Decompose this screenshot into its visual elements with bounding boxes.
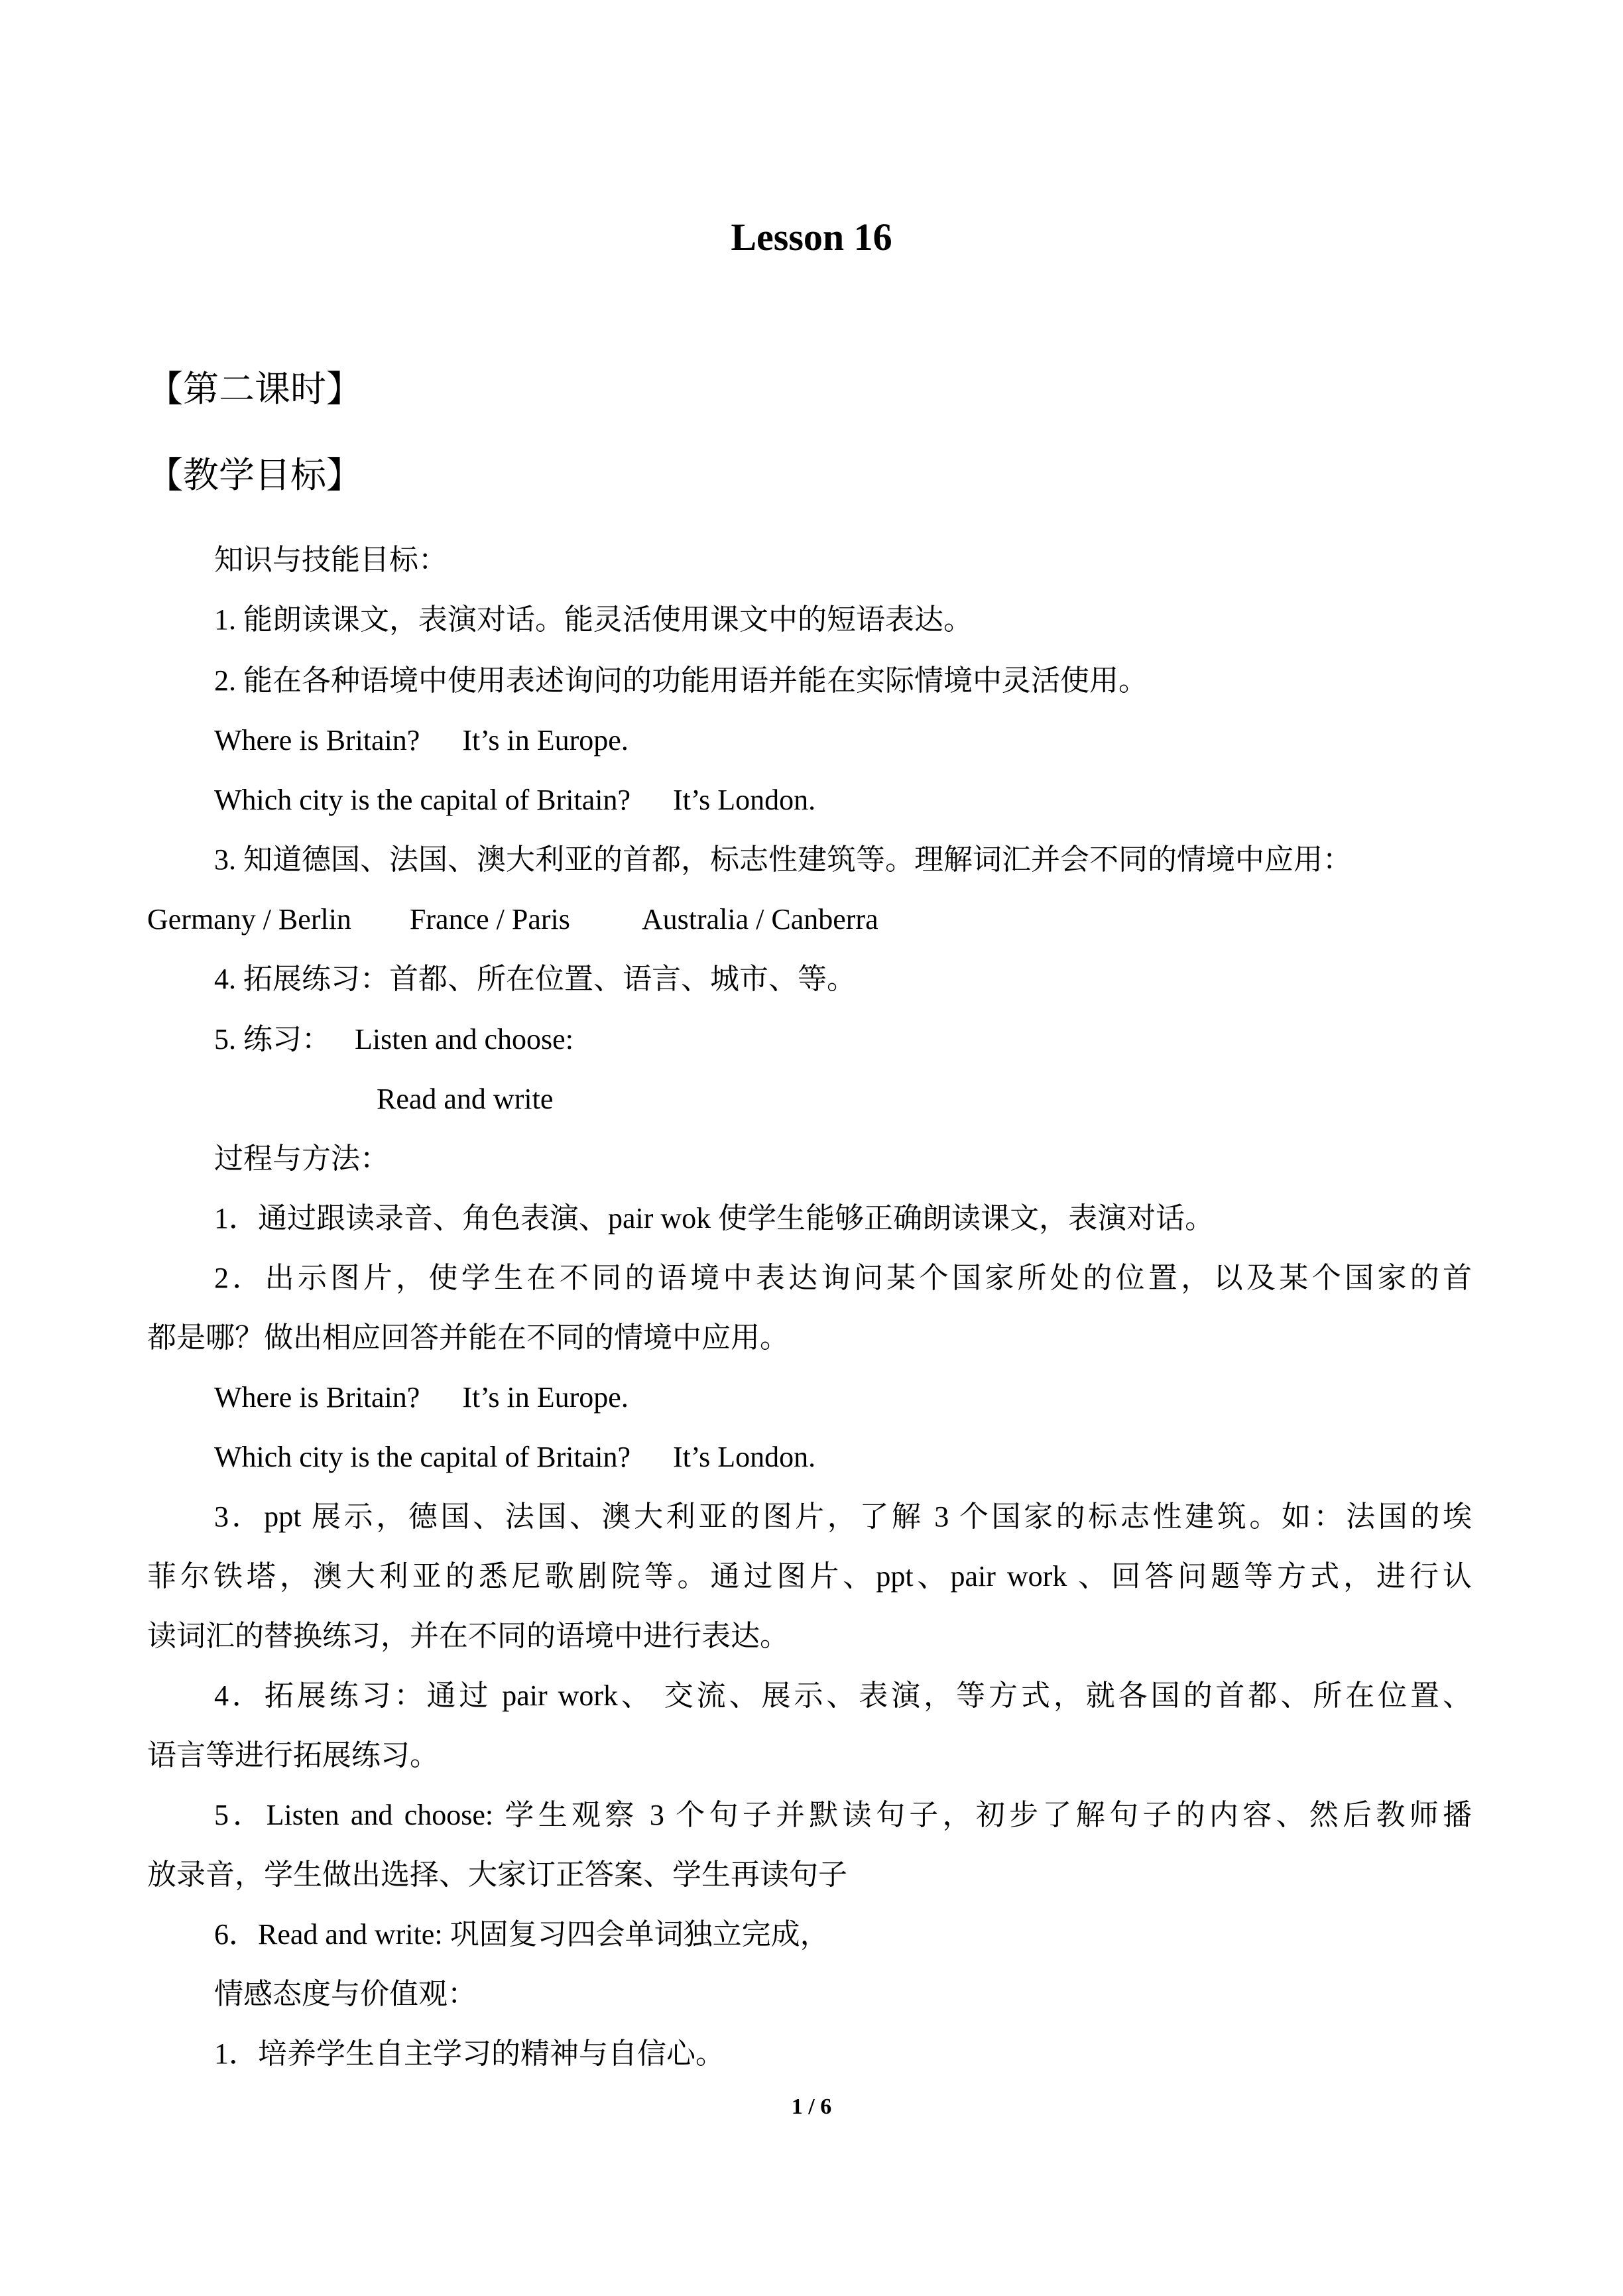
- example-question: Where is Britain?: [214, 724, 420, 756]
- knowledge-item-5: [214, 1016, 573, 1063]
- example-answer: It’s London.: [673, 1441, 816, 1473]
- knowledge-item-1: 1. 能朗读课文，表演对话。能灵活使用课文中的短语表达。: [214, 603, 973, 636]
- page-number: 1 / 6: [791, 2094, 832, 2119]
- heading-objectives: 【教学目标】: [147, 455, 362, 495]
- process-item-5-line-1: 5．Listen and choose: 学生观察 3 个句子并默读句子，初步了解句子的内容、然后教师播: [214, 1799, 1472, 1831]
- knowledge-example-1: [214, 717, 629, 764]
- page-title: Lesson 16: [731, 215, 892, 259]
- example-answer: It’s in Europe.: [462, 1381, 629, 1414]
- example-answer: It’s in Europe.: [462, 724, 629, 756]
- process-item-4-line-2: 语言等进行拓展练习。: [147, 1739, 439, 1772]
- heading-period: 【第二课时】: [147, 369, 362, 409]
- example-question: Which city is the capital of Britain?: [214, 784, 631, 816]
- capital-pair-australia: Australia / Canberra: [641, 903, 878, 936]
- process-item-2-line-2: 都是哪？做出相应回答并能在不同的情境中应用。: [147, 1321, 789, 1354]
- process-item-6: 6．Read and write: 巩固复习四会单词独立完成，: [214, 1918, 829, 1951]
- emotion-item-1: 1．培养学生自主学习的精神与自信心。: [214, 2037, 725, 2070]
- knowledge-label: 知识与技能目标：: [214, 544, 448, 576]
- process-item-3-line-3: 读词汇的替换练习，并在不同的语境中进行表达。: [147, 1620, 789, 1652]
- process-label: 过程与方法：: [214, 1142, 389, 1175]
- process-item-1: 1．通过跟读录音、角色表演、pair wok 使学生能够正确朗读课文，表演对话。: [214, 1202, 1215, 1235]
- example-question: Which city is the capital of Britain?: [214, 1441, 631, 1473]
- capital-pair-france: France / Paris: [409, 903, 570, 936]
- practice-read-write: Read and write: [377, 1083, 554, 1115]
- knowledge-item-3: 3. 知道德国、法国、澳大利亚的首都，标志性建筑等。理解词汇并会不同的情境中应用：: [214, 843, 1352, 876]
- practice-listen: Listen and choose:: [355, 1023, 573, 1056]
- knowledge-example-2: [214, 777, 815, 823]
- process-item-3-line-2: 菲尔铁塔，澳大利亚的悉尼歌剧院等。通过图片、ppt、pair work 、回答问题等方式，进行认: [147, 1560, 1472, 1593]
- process-item-5-line-2: 放录音，学生做出选择、大家订正答案、学生再读句子: [147, 1858, 847, 1891]
- example-answer: It’s London.: [673, 784, 816, 816]
- process-item-4-line-1: 4．拓展练习：通过 pair work、 交流、展示、表演，等方式，就各国的首都、所在位置、: [214, 1679, 1472, 1712]
- process-example-1: [214, 1374, 629, 1421]
- capital-pair-germany: Germany / Berlin: [147, 903, 351, 936]
- emotion-label: 情感态度与价值观：: [214, 1978, 477, 2010]
- capital-pairs: [147, 896, 878, 943]
- process-example-2: [214, 1434, 815, 1480]
- example-question: Where is Britain?: [214, 1381, 420, 1414]
- knowledge-item-2: 2. 能在各种语境中使用表述询问的功能用语并能在实际情境中灵活使用。: [214, 664, 1148, 697]
- process-item-3-line-1: 3．ppt 展示，德国、法国、澳大利亚的图片，了解 3 个国家的标志性建筑。如：法国的埃: [214, 1500, 1472, 1533]
- process-item-2-line-1: 2．出示图片，使学生在不同的语境中表达询问某个国家所处的位置，以及某个国家的首: [214, 1262, 1472, 1294]
- knowledge-item-4: 4. 拓展练习：首都、所在位置、语言、城市、等。: [214, 963, 856, 995]
- practice-label: 5. 练习：: [214, 1023, 331, 1056]
